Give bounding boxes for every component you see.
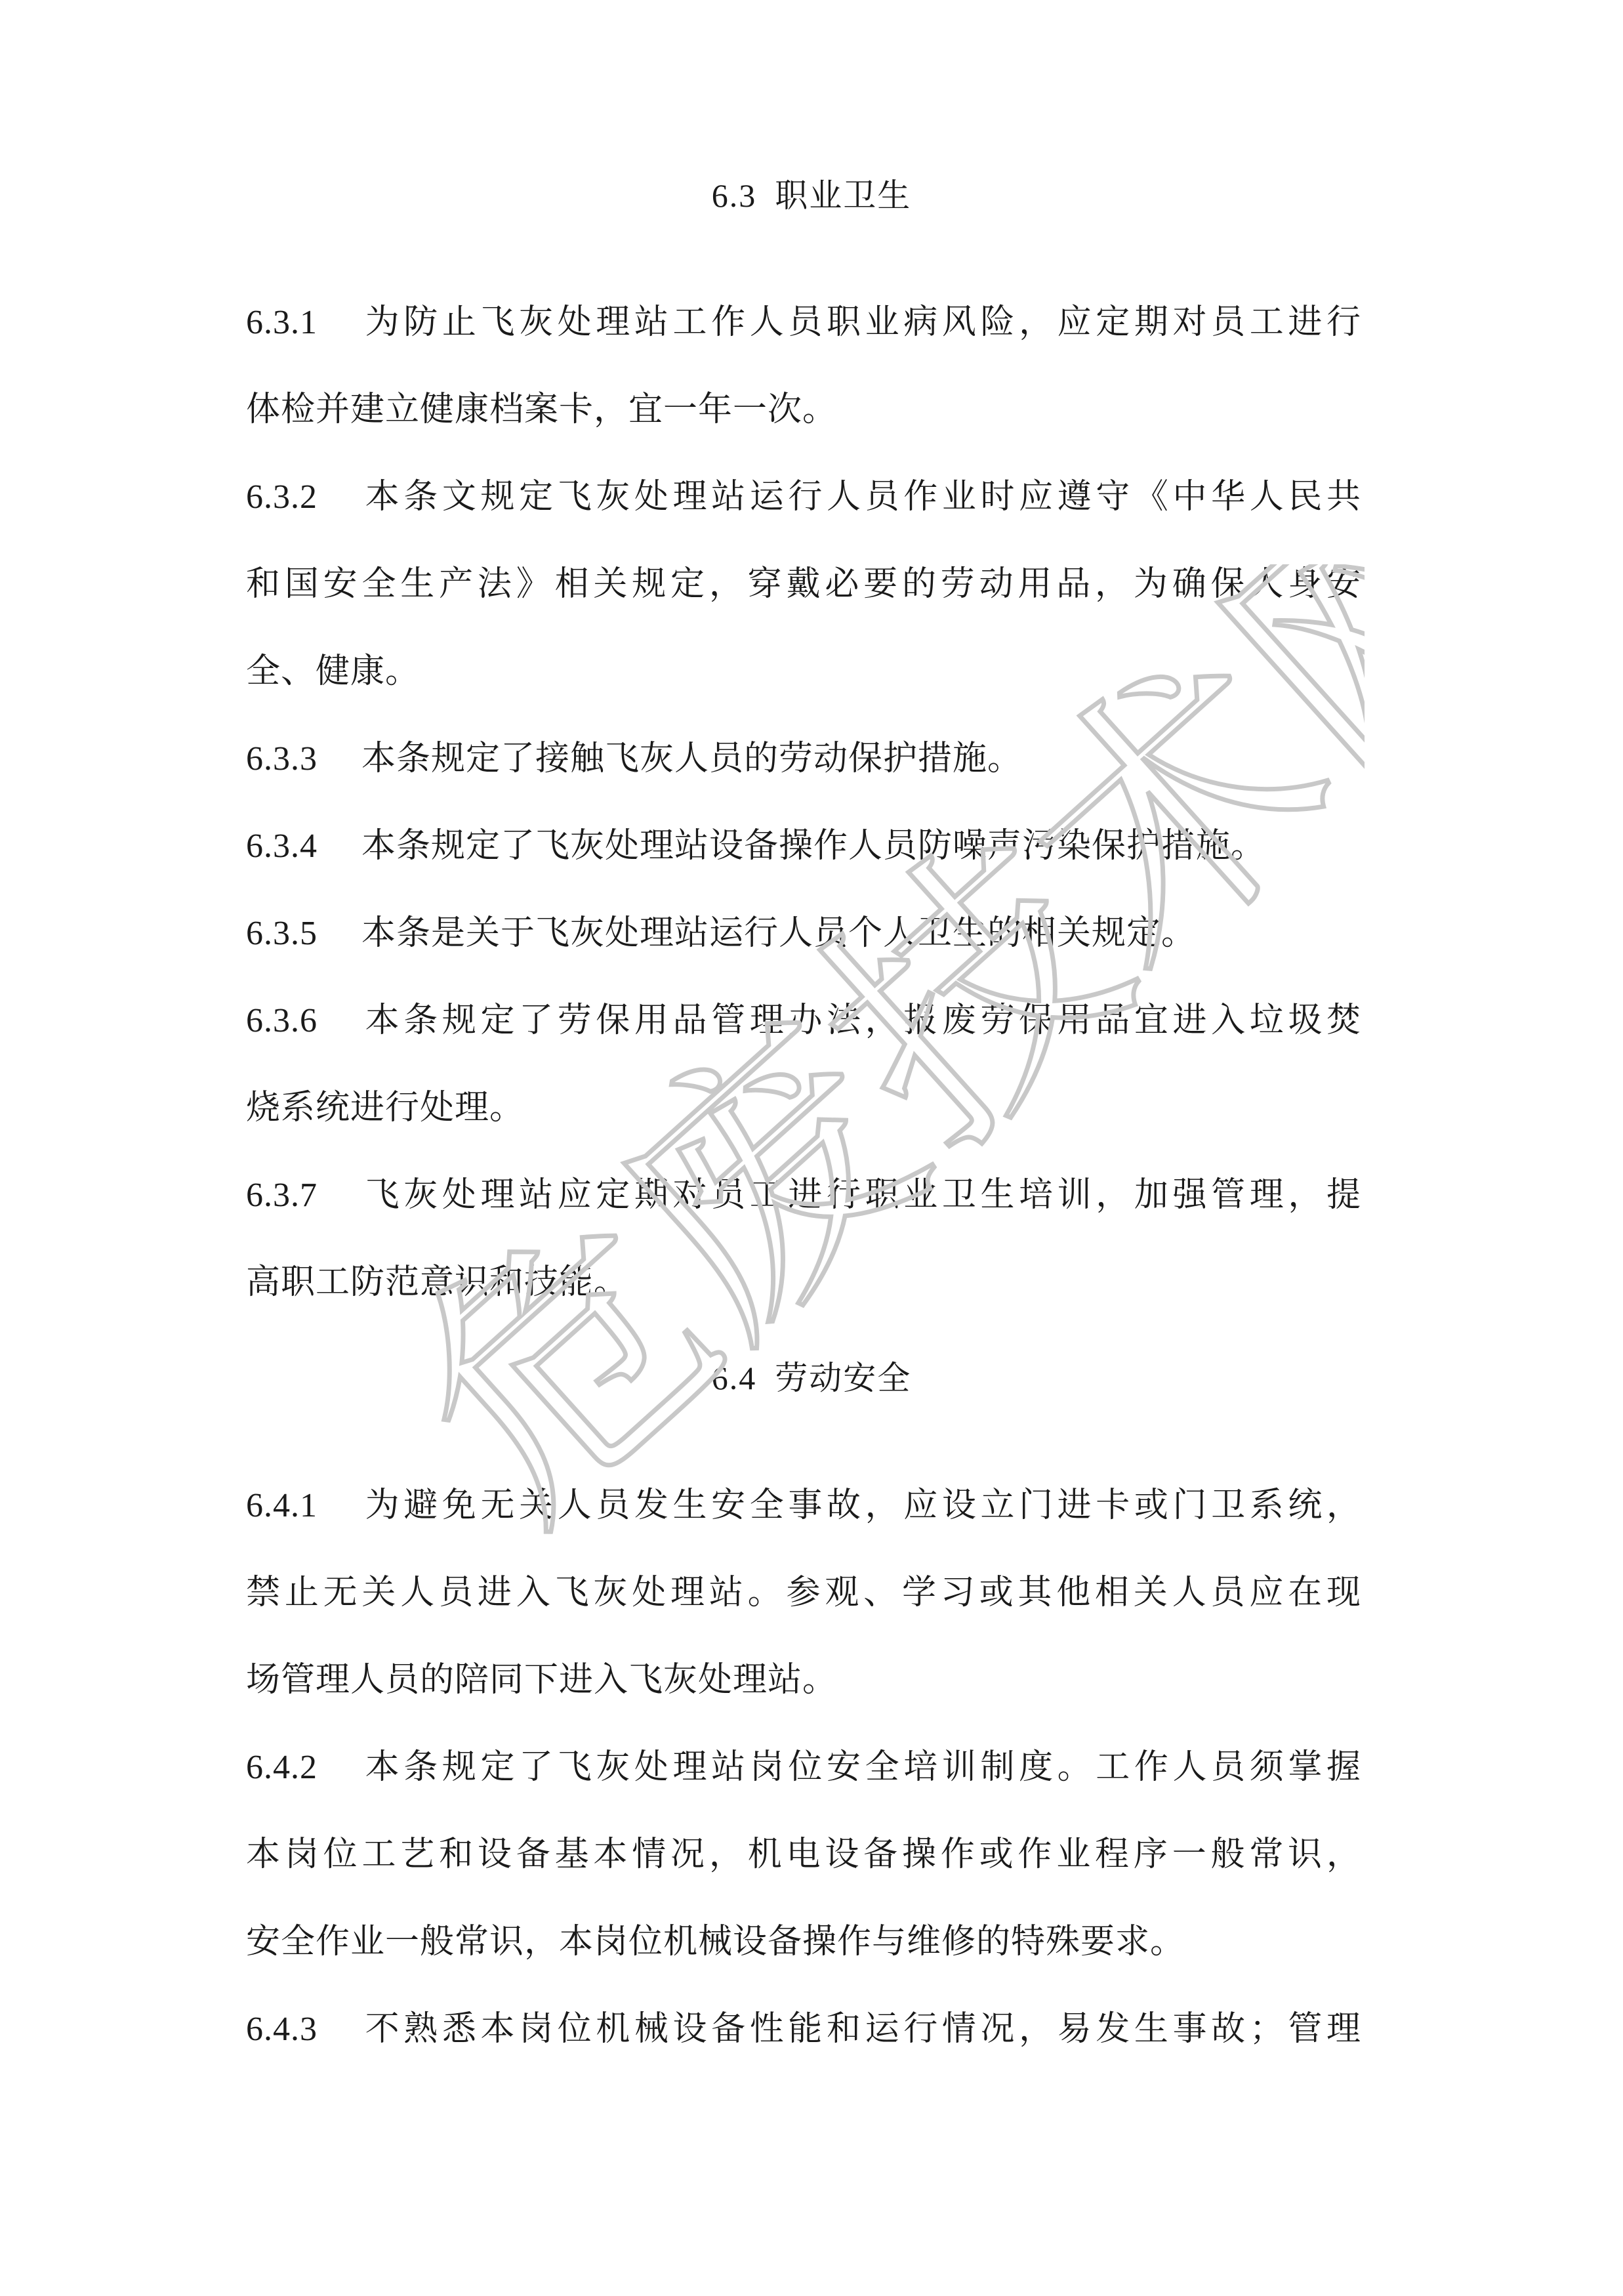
clause-6-3-7: [246, 1152, 1361, 1326]
clause-number: 6.3.7: [246, 1177, 318, 1214]
clause-line: [246, 803, 1361, 890]
clause-line: [246, 279, 1361, 366]
clause-text: 本条是关于飞灰处理站运行人员个人卫生的相关规定。: [361, 913, 1197, 953]
clause-line: 高职工防范意识和技能。: [246, 1263, 629, 1302]
clause-line: [246, 453, 1361, 541]
clause-number: 6.4.1: [246, 1487, 318, 1524]
section-title: 职业卫生: [775, 177, 912, 215]
clause-text: 本条规定了劳保用品管理办法，报废劳保用品宜进入垃圾焚: [361, 1001, 1361, 1040]
clause-number: 6.3.3: [246, 740, 318, 778]
clause-line: [246, 1152, 1361, 1239]
clause-6-3-2: [246, 453, 1361, 715]
clause-6-3-5: [246, 890, 1361, 977]
watermark-text: 危废技术网: [354, 564, 1365, 1575]
clause-line: 场管理人员的陪同下进入飞灰处理站。: [246, 1660, 838, 1700]
clause-text: 本条文规定飞灰处理站运行人员作业时应遵守《中华人民共: [361, 477, 1361, 516]
clause-line: 本岗位工艺和设备基本情况，机电设备操作或作业程序一般常识，: [246, 1835, 1361, 1874]
clause-6-3-3: [246, 715, 1361, 803]
clause-6-4-3: [246, 1986, 1361, 2073]
clause-line: 禁止无关人员进入飞灰处理站。参观、学习或其他相关人员应在现: [246, 1573, 1361, 1612]
clause-line: [246, 977, 1361, 1064]
clause-text: 飞灰处理站应定期对员工进行职业卫生培训，加强管理，提: [361, 1175, 1361, 1215]
clause-line: 全、健康。: [246, 652, 421, 691]
clause-line: [246, 890, 1361, 977]
clause-text: 不熟悉本岗位机械设备性能和运行情况，易发生事故；管理: [361, 2009, 1361, 2049]
clause-number: 6.3.2: [246, 478, 318, 516]
section-title: 劳动安全: [775, 1359, 912, 1397]
clause-6-4-1: [246, 1462, 1361, 1724]
clause-line: 烧系统进行处理。: [246, 1088, 525, 1127]
clause-line: 安全作业一般常识，本岗位机械设备操作与维修的特殊要求。: [246, 1922, 1185, 1961]
clause-text: 本条规定了飞灰处理站设备操作人员防噪声污染保护措施。: [361, 826, 1266, 866]
clause-number: 6.3.6: [246, 1002, 318, 1039]
section-number: 6.3: [711, 177, 757, 214]
clause-6-4-2: [246, 1724, 1361, 1986]
clause-number: 6.3.1: [246, 304, 318, 341]
clause-number: 6.4.2: [246, 1749, 318, 1786]
clause-line: [246, 1986, 1361, 2073]
clause-line: 体检并建立健康档案卡，宜一年一次。: [246, 390, 838, 429]
clause-text: 为防止飞灰处理站工作人员职业病风险，应定期对员工进行: [361, 303, 1361, 342]
clause-number: 6.3.5: [246, 915, 318, 952]
clause-line: 和国安全生产法》相关规定，穿戴必要的劳动用品，为确保人身安: [246, 564, 1361, 604]
section-heading-6-3: [0, 176, 1623, 215]
clause-line: [246, 1462, 1361, 1549]
clause-text: 本条规定了接触飞灰人员的劳动保护措施。: [361, 739, 1023, 778]
section-number: 6.4: [711, 1360, 757, 1396]
clause-line: [246, 715, 1361, 803]
clause-number: 6.4.3: [246, 2011, 318, 2048]
clause-text: 本条规定了飞灰处理站岗位安全培训制度。工作人员须掌握: [361, 1747, 1361, 1787]
clause-6-3-4: [246, 803, 1361, 890]
section-heading-6-4: [0, 1358, 1623, 1398]
clause-text: 为避免无关人员发生安全事故，应设立门进卡或门卫系统，: [361, 1486, 1361, 1525]
clause-line: [246, 1724, 1361, 1811]
clause-6-3-6: [246, 977, 1361, 1152]
clause-6-3-1: [246, 279, 1361, 453]
clause-number: 6.3.4: [246, 827, 318, 865]
